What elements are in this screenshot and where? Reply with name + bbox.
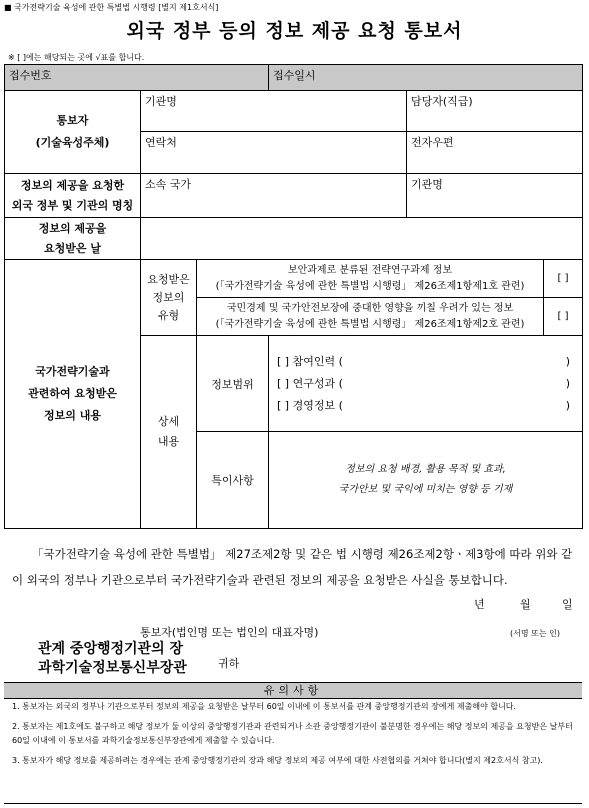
scope-option-personnel[interactable]	[277, 351, 582, 373]
reporter-email-field[interactable]	[407, 132, 583, 174]
requester-label-line2: 외국 정부 및 기관의 명칭	[11, 198, 134, 212]
info-type-option-1	[197, 260, 544, 298]
info-type-option-2	[197, 298, 544, 336]
detail-label-line1: 상세	[157, 415, 180, 428]
report-form-table	[4, 64, 583, 529]
content-label	[5, 260, 141, 529]
receipt-number-label: 접수번호	[9, 69, 52, 82]
reporter-label-line2: (기술육성주체)	[35, 136, 110, 149]
notes-list	[12, 700, 578, 774]
note-item-2: 2. 통보자는 제1호에도 불구하고 해당 정보가 둘 이상의 중앙행정기관과 관련되거나 소관 중앙행정기관이 불분명한 경우에는 해당 정보의 제공을 요청받은 날부터 60일 이내에 이 통보서를 과학기술정보통신부장관에게 제출할 수 있습니다.	[12, 722, 573, 745]
recipient-line2: 과학기술정보통신부장관	[38, 660, 187, 676]
info-type-2-checkbox[interactable]: [ ]	[544, 298, 583, 336]
special-notes-hint-line1: 정보의 요청 배경, 활용 목적 및 효과,	[345, 464, 506, 475]
reporter-label	[5, 91, 141, 174]
requester-org-name-label: 기관명	[411, 178, 443, 191]
scope-label: 정보범위	[197, 336, 269, 432]
recipient	[38, 640, 187, 678]
request-date-label-line2: 요청받은 날	[44, 241, 101, 255]
sign-or-seal-label: (서명 또는 인)	[510, 629, 560, 638]
info-type-1-line2: (「국가전략기술 육성에 관한 특별법 시행령」 제26조제1항제1호 관련)	[215, 280, 525, 292]
requester-org-name-field[interactable]	[407, 174, 583, 218]
info-type-label-line1: 요청받은	[147, 272, 190, 286]
recipient-suffix: 귀하	[218, 657, 240, 670]
info-type-label-line2: 정보의	[152, 290, 185, 304]
reporter-contact-field[interactable]	[141, 132, 407, 174]
notes-heading: 유의사항	[4, 682, 582, 699]
form-reference: ■ 국가전략기술 육성에 관한 특별법 시행령 [별지 제1호서식]	[4, 3, 219, 12]
reporter-signature-label: 통보자(법인명 또는 법인의 대표자명)	[140, 626, 319, 639]
requester-country-label: 소속 국가	[145, 178, 192, 191]
requester-country-field[interactable]	[141, 174, 407, 218]
scope-option-management[interactable]	[277, 395, 582, 417]
recipient-line1: 관계 중앙행정기관의 장	[38, 641, 183, 657]
special-notes-hint-line2: 국가안보 및 국익에 미치는 영향 등 기재	[338, 484, 513, 495]
notification-statement: 「국가전략기술 육성에 관한 특별법」 제27조제2항 및 같은 법 시행령 제26조제2항ㆍ제3항에 따라 위와 같이 외국의 정부나 기관으로부터 국가전략기술과 관련된 정보의 제공을 요청받은 사실을 통보합니다.	[12, 547, 573, 587]
date-year: 년	[474, 598, 485, 611]
reporter-org-name-field[interactable]	[141, 91, 407, 132]
date-month: 월	[520, 598, 531, 611]
special-notes-field[interactable]	[269, 432, 583, 529]
special-notes-label: 특이사항	[197, 432, 269, 529]
scope-option-management-label: [ ] 경영정보 (	[277, 398, 343, 412]
requester-label	[5, 174, 141, 218]
note-item-1: 1. 통보자는 외국의 정부나 기관으로부터 정보의 제공을 요청받은 날부터 60일 이내에 이 통보서를 관계 중앙행정기관의 장에게 제출해야 합니다.	[12, 702, 517, 711]
scope-close-paren: )	[565, 398, 570, 412]
info-type-label	[141, 260, 197, 336]
request-date-field[interactable]	[141, 218, 583, 260]
reporter-manager-field[interactable]	[407, 91, 583, 132]
page-title: 외국 정부 등의 정보 제공 요청 통보서	[126, 20, 463, 42]
scope-close-paren: )	[565, 354, 570, 368]
detail-label	[141, 336, 197, 529]
receipt-date-field[interactable]	[269, 65, 583, 91]
reporter-org-name-label: 기관명	[145, 95, 177, 108]
info-type-1-line1: 보안과제로 분류된 전략연구과제 정보	[287, 264, 453, 276]
scope-option-personnel-label: [ ] 참여인력 (	[277, 354, 343, 368]
content-label-line2: 관련하여 요청받은	[28, 387, 117, 400]
reporter-contact-label: 연락처	[145, 136, 177, 149]
bottom-divider	[4, 803, 582, 804]
info-type-2-line1: 국민경제 및 국가안전보장에 중대한 영향을 끼칠 우려가 있는 정보	[226, 302, 514, 314]
requester-label-line1: 정보의 제공을 요청한	[20, 178, 125, 192]
date-day: 일	[562, 598, 573, 611]
reporter-email-label: 전자우편	[411, 136, 454, 149]
detail-label-line2: 내용	[157, 435, 180, 448]
checkbox-note: ※ [ ]에는 해당되는 곳에 √표를 합니다.	[8, 53, 145, 62]
content-label-line3: 정보의 내용	[44, 409, 101, 422]
scope-option-results[interactable]	[277, 373, 582, 395]
info-type-2-line2: (「국가전략기술 육성에 관한 특별법 시행령」 제26조제1항제2호 관련)	[215, 318, 525, 330]
scope-options	[269, 336, 583, 432]
content-label-line1: 국가전략기술과	[35, 365, 110, 378]
info-type-1-checkbox[interactable]: [ ]	[544, 260, 583, 298]
request-date-label-line1: 정보의 제공을	[38, 221, 107, 235]
receipt-date-label: 접수일시	[273, 69, 316, 82]
info-type-label-line3: 유형	[157, 308, 180, 322]
scope-close-paren: )	[565, 376, 570, 390]
scope-option-results-label: [ ] 연구성과 (	[277, 376, 343, 390]
receipt-number-field[interactable]	[5, 65, 269, 91]
note-item-3: 3. 통보자가 해당 정보를 제공하려는 경우에는 관계 중앙행정기관의 장과 해당 정보의 제공 여부에 대한 사전협의를 거쳐야 합니다(별지 제2호서식 참고).	[12, 756, 543, 765]
reporter-manager-label: 담당자(직급)	[411, 95, 473, 108]
reporter-label-line1: 통보자	[56, 114, 89, 127]
request-date-label	[5, 218, 141, 260]
